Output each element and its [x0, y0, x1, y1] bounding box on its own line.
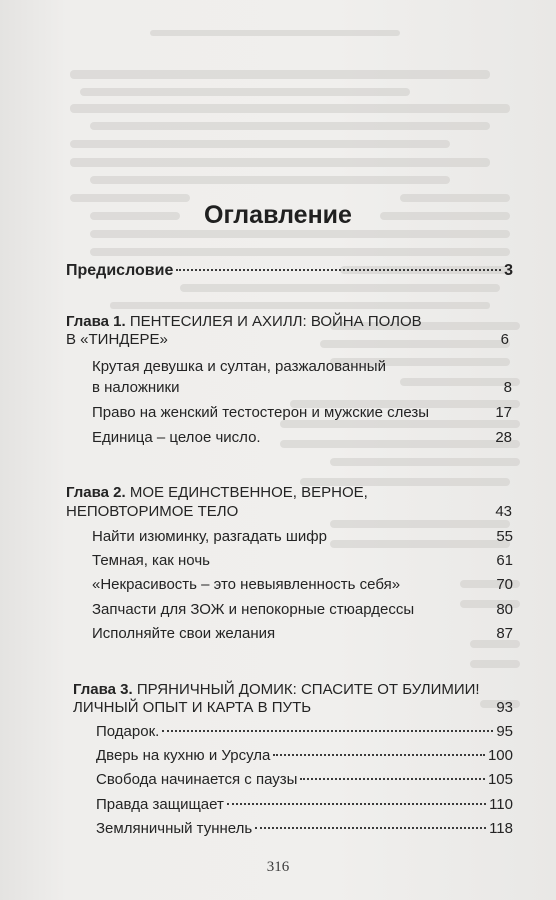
section-title-line1[interactable]: Крутая девушка и султан, разжалованный [92, 358, 386, 375]
section-title: Свобода начинается с паузы [96, 771, 298, 788]
toc-entry-section[interactable] [96, 820, 513, 838]
toc-entry-section[interactable] [96, 771, 513, 789]
entry-page: 87 [496, 625, 513, 642]
toc-entry-section[interactable] [92, 429, 512, 447]
section-title: Исполняйте свои желания [92, 625, 276, 642]
dot-leader [300, 778, 485, 780]
section-title: Право на женский тестостерон и мужские слезы [92, 404, 430, 421]
section-title: Земляничный туннель [96, 820, 253, 837]
chapter-title: МОЕ ЕДИНСТВЕННОЕ, ВЕРНОЕ, [129, 484, 368, 501]
entry-page: 3 [504, 262, 513, 279]
entry-page: 17 [495, 404, 512, 421]
chapter-title-line1[interactable] [66, 313, 422, 331]
section-title: Подарок. [96, 723, 160, 740]
section-title: Темная, как ночь [92, 552, 210, 569]
section-title: Единица – целое число. [92, 429, 261, 446]
entry-page: 28 [495, 429, 512, 446]
chapter-title-cont: ЛИЧНЫЙ ОПЫТ И КАРТА В ПУТЬ [73, 699, 312, 716]
dot-leader [227, 803, 486, 805]
dot-leader [162, 730, 493, 732]
entry-page: 70 [496, 576, 513, 593]
toc-entry-section[interactable] [92, 528, 513, 546]
toc-heading: Оглавление [204, 201, 352, 229]
section-title: «Некрасивость – это невыявленность себя» [92, 576, 401, 593]
toc-entry-section[interactable] [96, 796, 513, 814]
toc-entry-chapter-3[interactable] [73, 699, 513, 717]
chapter-title-cont: В «ТИНДЕРЕ» [66, 331, 168, 348]
toc-entry-section[interactable] [92, 379, 512, 397]
toc-entry-chapter-2[interactable] [66, 503, 512, 521]
section-title: Найти изюминку, разгадать шифр [92, 528, 327, 545]
entry-page: 95 [496, 723, 513, 740]
toc-entry-section[interactable] [92, 625, 513, 643]
entry-page: 80 [496, 601, 513, 618]
chapter-prefix: Глава 1. [66, 313, 126, 330]
dot-leader [176, 269, 501, 271]
chapter-prefix: Глава 3. [73, 681, 133, 698]
toc-entry-section[interactable] [92, 576, 513, 594]
dot-leader [255, 827, 486, 829]
entry-page: 43 [495, 503, 512, 520]
toc-entry-section[interactable] [92, 552, 513, 570]
dot-leader [273, 754, 485, 756]
toc-entry-chapter-1[interactable] [66, 331, 509, 349]
toc-entry-section[interactable] [92, 404, 512, 422]
entry-page: 100 [487, 747, 513, 764]
chapter-title-line1[interactable] [73, 681, 480, 699]
chapter-title-line1[interactable] [66, 484, 368, 502]
page-number: 316 [266, 859, 290, 875]
entry-page: 6 [500, 331, 509, 348]
chapter-title-cont: НЕПОВТОРИМОЕ ТЕЛО [66, 503, 239, 520]
section-title: Дверь на кухню и Урсула [96, 747, 271, 764]
toc-entry-section[interactable] [96, 747, 513, 765]
toc-entry-section[interactable] [96, 723, 513, 741]
entry-label: Предисловие [66, 262, 174, 279]
section-title-cont: в наложники [92, 379, 180, 396]
chapter-title: ПЕНТЕСИЛЕЯ И АХИЛЛ: ВОЙНА ПОЛОВ [129, 313, 422, 330]
chapter-title: ПРЯНИЧНЫЙ ДОМИК: СПАСИТЕ ОТ БУЛИМИИ! [136, 681, 480, 698]
toc-entry-preface[interactable] [66, 262, 513, 280]
entry-page: 8 [503, 379, 512, 396]
section-title: Правда защищает [96, 796, 224, 813]
entry-page: 110 [489, 796, 513, 813]
entry-page: 61 [496, 552, 513, 569]
entry-page: 118 [489, 820, 513, 837]
toc-entry-section[interactable] [92, 601, 513, 619]
section-title: Запчасти для ЗОЖ и непокорные стюардессы [92, 601, 415, 618]
entry-page: 93 [496, 699, 513, 716]
chapter-prefix: Глава 2. [66, 484, 126, 501]
entry-page: 55 [496, 528, 513, 545]
entry-page: 105 [487, 771, 513, 788]
